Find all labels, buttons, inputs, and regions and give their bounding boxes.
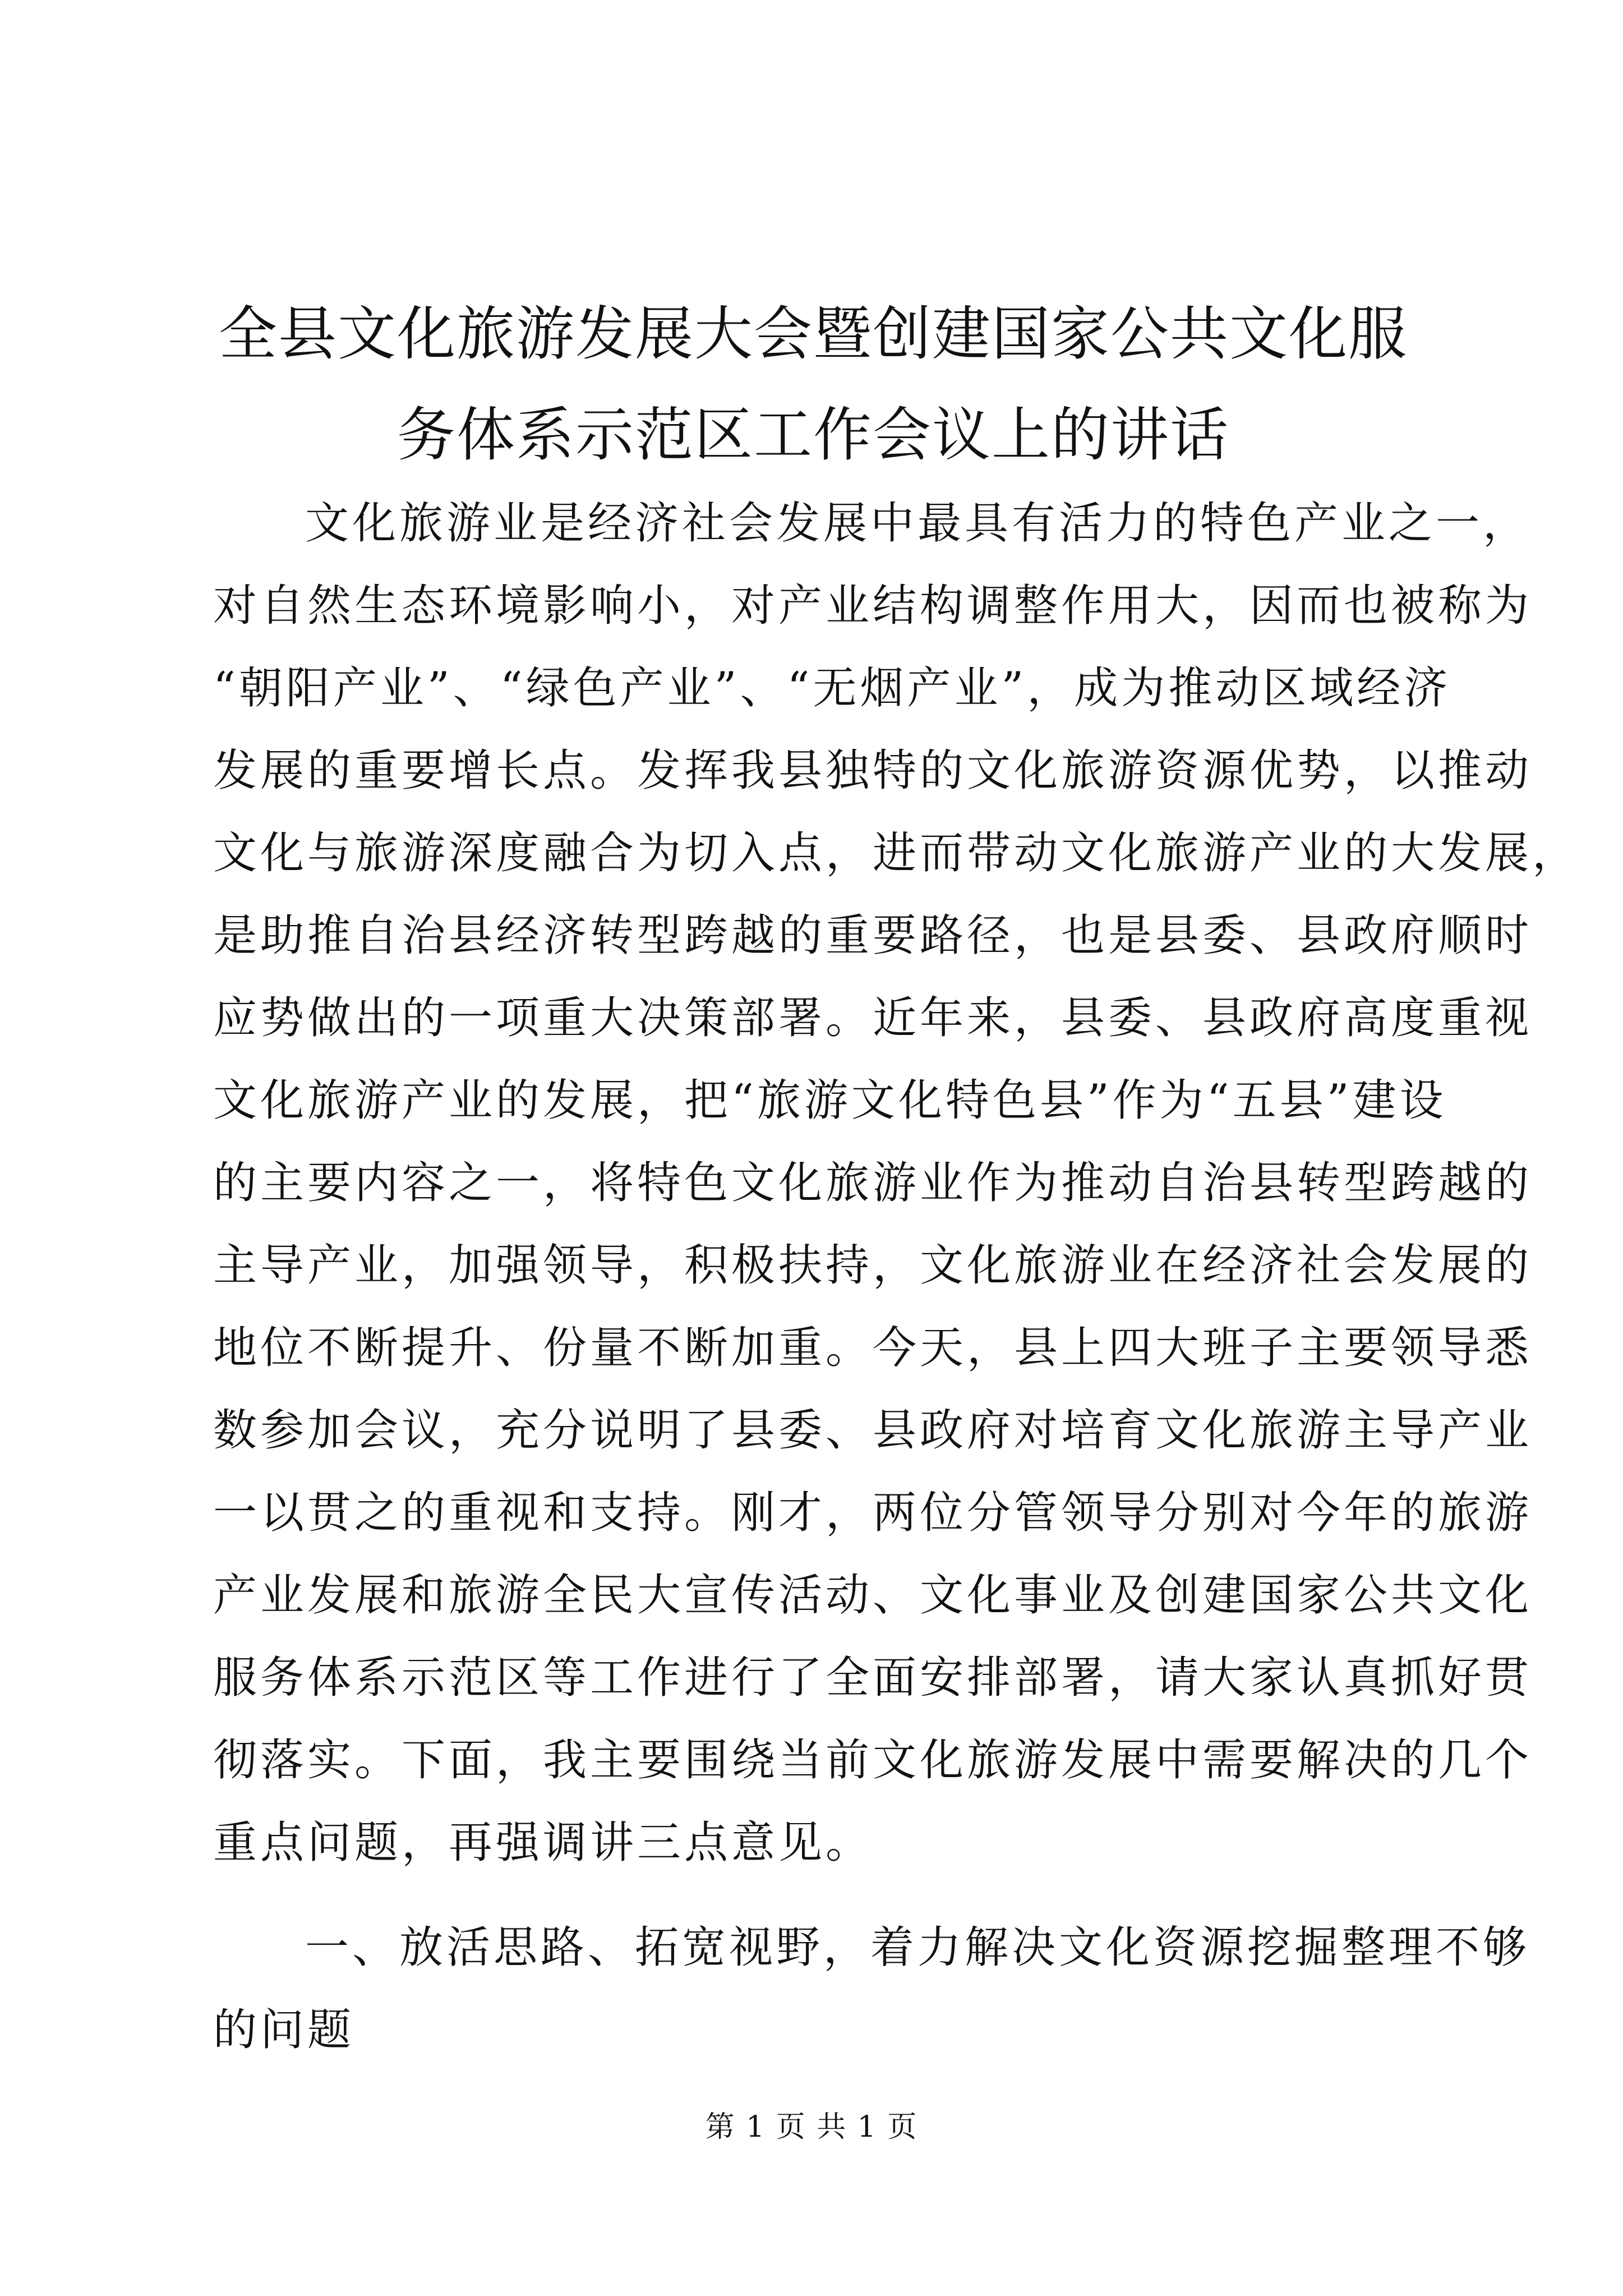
paragraph-line: 产业发展和旅游全民大宣传活动、文化事业及创建国家公共文化 <box>213 1570 1533 1621</box>
paragraph-line: 应势做出的一项重大决策部署。近年来，县委、县政府高度重视 <box>213 993 1533 1043</box>
paragraph-line: 文化旅游业是经济社会发展中最具有活力的特色产业之一， <box>305 498 1530 549</box>
paragraph-line: 文化旅游产业的发展，把“旅游文化特色县”作为“五县”建设 <box>213 1075 1447 1126</box>
heading-line: 一、放活思路、拓宽视野，着力解决文化资源挖掘整理不够 <box>305 1922 1530 1973</box>
page-footer: 第 1 页 共 1 页 <box>705 2110 918 2144</box>
paragraph-line: 一以贯之的重视和支持。刚才，两位分管领导分别对今年的旅游 <box>213 1488 1533 1538</box>
section-heading-one <box>213 1907 1530 2072</box>
paragraph-intro <box>213 482 1580 1884</box>
heading-line: 的问题 <box>213 2005 355 2055</box>
paragraph-line: 地位不断提升、份量不断加重。今天，县上四大班子主要领导悉 <box>213 1323 1533 1373</box>
paragraph-line: 数参加会议，充分说明了县委、县政府对培育文化旅游主导产业 <box>213 1405 1533 1456</box>
paragraph-line: “朝阳产业”、“绿色产业”、“无烟产业”，成为推动区域经济 <box>213 663 1451 714</box>
paragraph-line: 彻落实。下面，我主要围绕当前文化旅游发展中需要解决的几个 <box>213 1735 1533 1786</box>
paragraph-line: 主导产业，加强领导，积极扶持，文化旅游业在经济社会发展的 <box>213 1240 1533 1291</box>
document-title <box>213 283 1413 485</box>
paragraph-line: 是助推自治县经济转型跨越的重要路径，也是县委、县政府顺时 <box>213 910 1533 961</box>
paragraph-line: 服务体系示范区等工作进行了全面安排部署，请大家认真抓好贯 <box>213 1653 1533 1703</box>
paragraph-spacer <box>213 1884 1413 1907</box>
paragraph-line: 重点问题，再强调讲三点意见。 <box>213 1818 873 1868</box>
title-line: 务体系示范区工作会议上的讲话 <box>396 401 1229 469</box>
title-line: 全县文化旅游发展大会暨创建国家公共文化服 <box>218 300 1408 368</box>
document-body <box>213 482 1580 2072</box>
paragraph-line: 的主要内容之一，将特色文化旅游业作为推动自治县转型跨越的 <box>213 1158 1533 1208</box>
paragraph-line: 文化与旅游深度融合为切入点，进而带动文化旅游产业的大发展， <box>213 828 1580 878</box>
paragraph-line: 发展的重要增长点。发挥我县独特的文化旅游资源优势，以推动 <box>213 746 1533 796</box>
paragraph-line: 对自然生态环境影响小，对产业结构调整作用大，因而也被称为 <box>213 581 1533 631</box>
